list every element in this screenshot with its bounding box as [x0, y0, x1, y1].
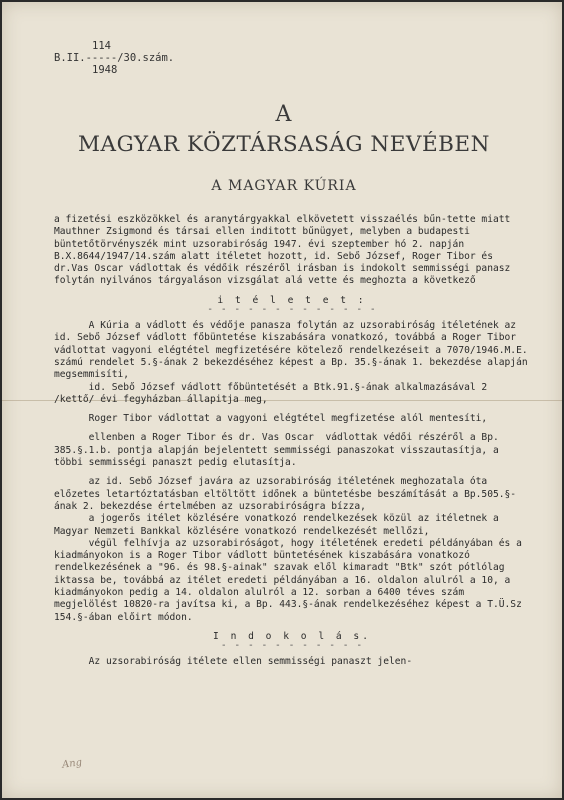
reference-main: B.II.-----/30.szám. [54, 52, 175, 64]
reference-year: 1948 [92, 64, 118, 76]
reference-number [54, 40, 175, 100]
document-body [54, 214, 534, 669]
intro-paragraph: a fizetési eszközökkel és aranytárgyakkal elkövetett visszaélés bűn-tette miatt Mauthner Zsigmond és társai ellen inditott bűnügyet, melyben a budapesti büntetőtörvényszék mint uzsorabiróság 1947. évi szeptember hó 2. napján B.X.8644/1947/14.szám alatt itéletet hozott, id. Sebő József, Roger Tibor és dr.Vas Oscar vádlottak és védőik részéről irásban is indokolt semmisségi panasz folytán nyilvános tárgyaláson vizsgálat alá vette és meghozta a következő [54, 214, 517, 287]
verdict-paragraph-2: id. Sebő József vádlott főbüntetését a Btk.91.§-ának alkalmazásával 2 /kettő/ évi fegyházban állapitja meg, [54, 381, 493, 405]
verdict-heading-underline: - - - - - - - - - - - - - [207, 304, 377, 316]
reasoning-heading-underline: - - - - - - - - - - - [220, 640, 364, 652]
document-page [2, 2, 562, 798]
verdict-paragraph-6: a jogerős itélet közlésére vonatkozó rendelkezések közül az itéletnek a Magyar Nemzeti Bankkal közlésére vonatkozó rendelkezését mellőzi, [54, 513, 505, 537]
reference-top: 114 [92, 40, 111, 52]
document-title: MAGYAR KÖZTÁRSASÁG NEVÉBEN [78, 132, 490, 157]
verdict-paragraph-7: végül felhívja az uzsorabiróságot, hogy itéletének eredeti példányában és a kiadmányokon is a Roger Tibor vádlott büntetésének kiszabására vonatkozó rendelkezésének a "96. és 98.§-ainak" szavak elől kimaradt "Btk" szót pótlólag iktassa be, továbbá az itélet eredeti példányában a 16. oldalon alulról a 10, a kiadmányokon pedig a 14. oldalon alulról a 12. sorban a 6400 téves szám megjelölést 10820-ra javítsa ki, a Bp. 443.§-ának rendelkezéséhez képest a T.Ü.Sz 154.§-ában előirt módon. [54, 537, 528, 623]
verdict-paragraph-4: ellenben a Roger Tibor és dr. Vas Oscar vádlottak védői részéről a Bp. 385.§.1.b. pontja alapján bejelentett semmisségi panaszokat visszautasítja, a többi semmisségi panaszt pedig elutasítja. [54, 432, 505, 469]
title-a: A [275, 102, 293, 127]
reasoning-heading: I n d o k o l á s. [213, 630, 371, 642]
verdict-paragraph-5: az id. Sebő József javára az uzsorabiróság itéletének meghozatala óta előzetes letartóztatásban eltöltött időnek a büntetésbe beszámítását a Bp.505.§-ának 2. bekezdése értelmében az uzsorabiróságra bízza, [54, 476, 517, 512]
verdict-heading: i t é l e t e t : [217, 294, 367, 306]
verdict-paragraph-3: Roger Tibor vádlottat a vagyoni elégtétel megfizetése alól mentesíti, [54, 413, 488, 425]
court-name: A MAGYAR KÚRIA [211, 178, 357, 194]
reasoning-first-line: Az uzsorabiróság itélete ellen semmisségi panaszt jelen- [54, 656, 413, 668]
verdict-paragraph-1: A Kúria a vádlott és védője panasza folytán az uzsorabiróság itéletének az id. Sebő József vádlott főbüntetése kiszabására vonatkozó, továbbá a Roger Tibor vádlottat vagyoni elégtétel megfizetésére kötelező rendelkezéseit a 7070/1946.M.E. számú rendelet 5.§-ának 2 bekezdéséhez képest a Bp. 35.§-ának 1. bekezdése alapján megsemmisíti, [54, 320, 534, 381]
pencil-mark: Ang [61, 757, 83, 771]
